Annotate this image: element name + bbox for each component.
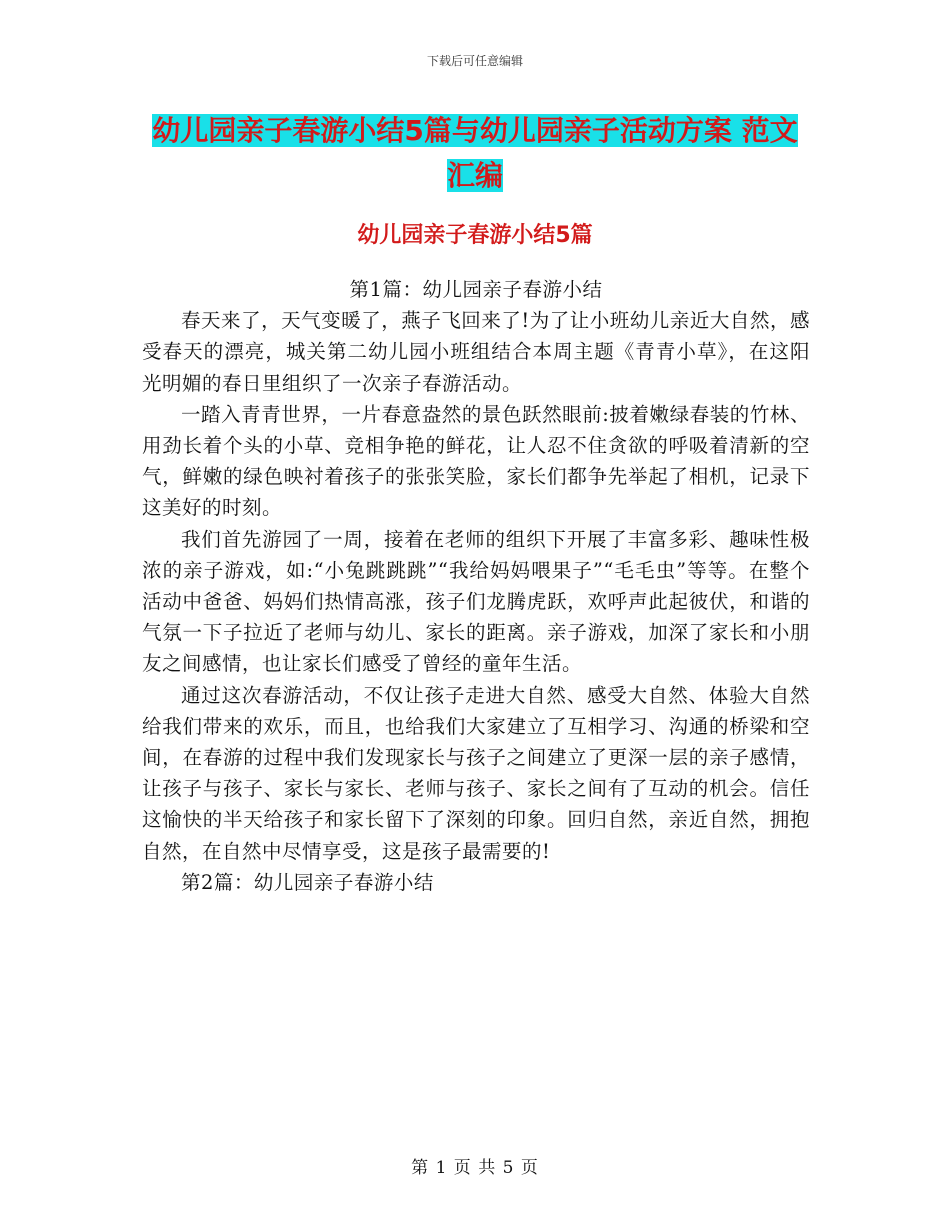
chapter-heading-1: 第1篇：幼儿园亲子春游小结 <box>349 278 603 301</box>
paragraph-1: 春天来了，天气变暖了，燕子飞回来了!为了让小班幼儿亲近大自然，感受春天的漂亮，城关第二幼儿园小班组结合本周主题《青青小草》，在这阳光明媚的春日里组织了一次亲子春游活动。 <box>142 309 810 395</box>
document-title-line-1: 幼儿园亲子春游小结5篇与幼儿园亲子活动方案 范文 <box>152 114 798 147</box>
document-title-line-2: 汇编 <box>446 159 503 192</box>
document-body <box>142 274 810 898</box>
header-note: 下载后可任意编辑 <box>426 54 523 68</box>
chapter-heading-2: 第2篇：幼儿园亲子春游小结 <box>181 870 434 894</box>
section-heading: 幼儿园亲子春游小结5篇 <box>357 223 593 248</box>
document-title <box>140 108 810 198</box>
paragraph-4: 通过这次春游活动，不仅让孩子走进大自然、感受大自然、体验大自然给我们带来的欢乐，而且，也给我们大家建立了互相学习、沟通的桥梁和空间，在春游的过程中我们发现家长与孩子之间建立了更深一层的亲子感情，让孩子与孩子、家长与家长、老师与孩子、家长之间有了互动的机会。信任这愉快的半天给孩子和家长留下了深刻的印象。回归自然，亲近自然，拥抱自然，在自然中尽情享受，这是孩子最需要的! <box>142 683 810 863</box>
paragraph-3: 我们首先游园了一周，接着在老师的组织下开展了丰富多彩、趣味性极浓的亲子游戏，如:“小兔跳跳跳”“我给妈妈喂果子”“毛毛虫”等等。在整个活动中爸爸、妈妈们热情高涨，孩子们龙腾虎跃，欢呼声此起彼伏，和谐的气氛一下子拉近了老师与幼儿、家长的距离。亲子游戏，加深了家长和小朋友之间感情，也让家长们感受了曾经的童年生活。 <box>142 527 810 676</box>
page-footer: 第 1 页 共 5 页 <box>411 1158 539 1178</box>
paragraph-2: 一踏入青青世界，一片春意盎然的景色跃然眼前:披着嫩绿春装的竹林、用劲长着个头的小草、竞相争艳的鲜花，让人忍不住贪欲的呼吸着清新的空气，鲜嫩的绿色映衬着孩子的张张笑脸，家长们都争先举起了相机，记录下这美好的时刻。 <box>142 402 810 520</box>
